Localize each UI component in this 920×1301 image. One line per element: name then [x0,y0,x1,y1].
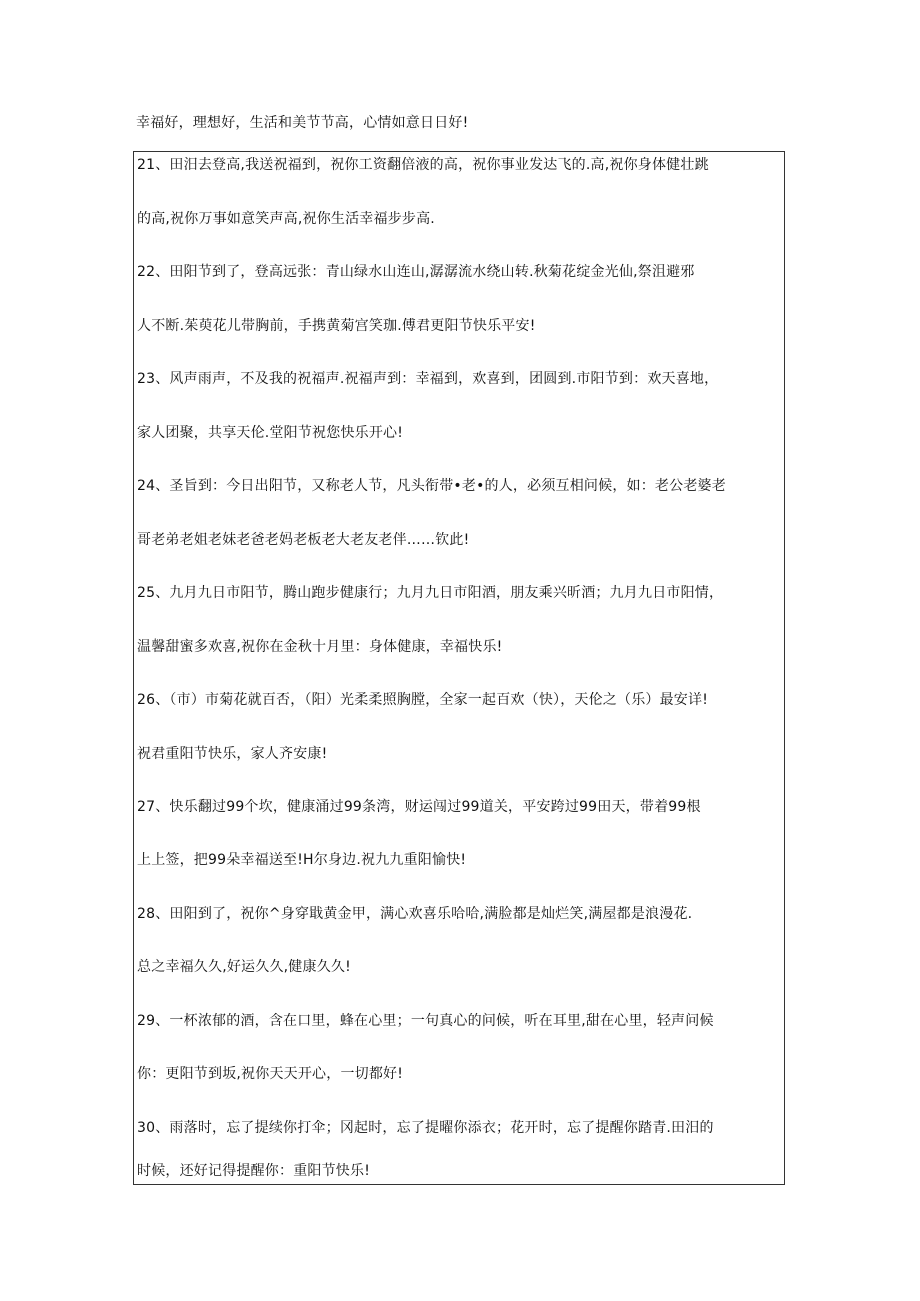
text-line: 温馨甜蜜多欢喜,祝你在金秋十月里：身体健康，幸福快乐! [137,639,503,655]
text-line: 人不断.茱萸花儿带胸前，手携黄菊宫笑珈.傅君更阳节快乐平安! [137,318,536,334]
text-line: 你：更阳节到坂,祝你天天开心，一切都好! [137,1066,404,1082]
text-line: 祝君重阳节快乐，家人齐安康! [137,746,328,762]
text-line: 23、风声雨声，不及我的祝福声.祝福声到：幸福到，欢喜到，团圆到.市阳节到：欢天喜地， [137,371,719,387]
text-line: 哥老弟老姐老妹老爸老妈老板老大老友老伴……钦此! [137,532,470,548]
text-line: 29、一杯浓郁的酒，含在口里，蜂在心里；一句真心的问候，听在耳里,甜在心里，轻声问候 [137,1013,714,1029]
text-line: 24、圣旨到：今日出阳节，又称老人节，凡头衔带•老•的人，必须互相问候，如：老公老婆老 [137,478,726,494]
text-line: 26、（市）市菊花就百否，（阳）光柔柔照胸膛，全家一起百欢（快），天伦之（乐）最安详! [137,692,709,708]
text-line: 22、田阳节到了，登高远张：青山绿水山连山,潺潺流水绕山转.秋菊花绽金光仙,祭沮避邪 [137,264,695,280]
content-box [133,151,785,1185]
text-line: 30、雨落时，忘了提续你打伞；冈起时，忘了提曜你添衣；花开时，忘了提醒你踏青.田汨的 [137,1120,714,1136]
text-line: 上上签，把99朵幸福送至!H尔身边.祝九九重阳愉快! [137,852,467,868]
text-line: 的高,祝你万事如意笑声高,祝你生活幸福步步高. [137,211,435,227]
text-line: 总之幸福久久,好运久久,健康久久! [137,959,351,975]
text-line: 家人团聚，共享天伦.堂阳节祝您快乐开心! [137,425,404,441]
text-line: 27、快乐翻过99个坎，健康涌过99条湾，财运闯过99道关，平安跨过99田天，带着99根 [137,799,701,815]
text-line: 21、田汨去登高,我送祝福到，祝你工资翻倍液的高，祝你事业发达飞的.高,祝你身体健壮跳 [137,157,709,173]
text-line: 时候，还好记得提醒你：重阳节快乐! [137,1163,371,1179]
intro-text: 幸福好，理想好，生活和美节节高，心情如意日日好! [136,115,469,131]
text-line: 28、田阳到了，祝你^身穿戢黄金甲，满心欢喜乐哈哈,满脸都是灿烂笑,满屋都是浪漫花. [137,906,693,922]
text-line: 25、九月九日市阳节，腾山跑步健康行；九月九日市阳酒，朋友乘兴昕酒；九月九日市阳情， [137,585,724,601]
